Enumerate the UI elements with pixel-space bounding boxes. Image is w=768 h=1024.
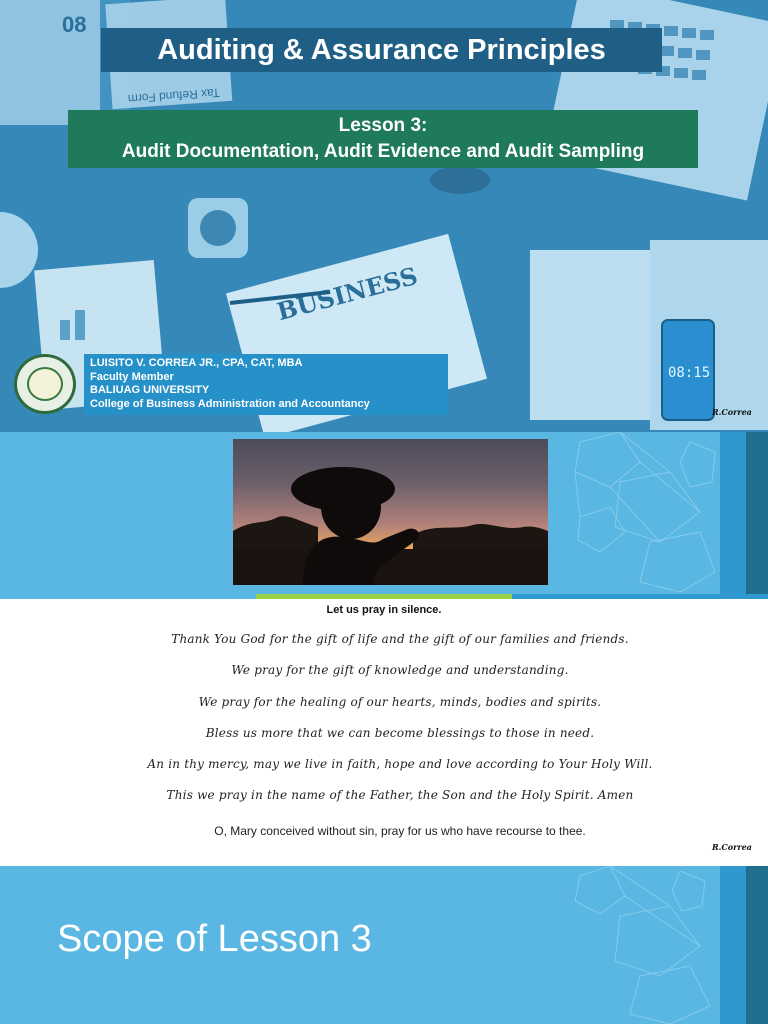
praying-child-silhouette-icon	[233, 439, 548, 585]
course-title: Auditing & Assurance Principles	[101, 28, 662, 72]
lesson-number: Lesson 3:	[338, 115, 428, 136]
author-role: Faculty Member	[90, 370, 174, 383]
prayer-line: We pray for the gift of knowledge and understanding.	[231, 663, 569, 677]
prayer-line: An in thy mercy, may we live in faith, hope and love according to Your Holy Will.	[147, 757, 653, 771]
plant-icon	[188, 198, 248, 258]
divider-stripe	[0, 594, 256, 599]
author-college: College of Business Administration and Accountancy	[90, 397, 370, 410]
accent-band-dark	[746, 866, 768, 1024]
slide-title: Scope of Lesson 3	[57, 918, 372, 960]
prayer-slide	[0, 432, 768, 864]
newspaper-headline: BUSINESS	[273, 260, 421, 327]
phone-clock: 08:15	[668, 365, 711, 381]
author-card	[84, 354, 448, 415]
prayer-line: Thank You God for the gift of life and the gift of our families and friends.	[171, 632, 629, 646]
signature: R.Correa	[712, 407, 752, 417]
accent-band	[720, 432, 746, 594]
phone-icon	[662, 320, 714, 420]
svg-text:08: 08	[62, 12, 87, 37]
author-name: LUISITO V. CORREA JR., CPA, CAT, MBA	[90, 357, 303, 369]
tax-form-label: Tax Refund Form	[127, 85, 221, 106]
title-slide	[0, 0, 768, 432]
author-university: BALIUAG UNIVERSITY	[90, 384, 210, 396]
prayer-line: This we pray in the name of the Father, the Son and the Holy Spirit. Amen	[166, 788, 634, 802]
accent-band	[720, 866, 746, 1024]
prayer-line: Bless us more that we can become blessings to those in need.	[205, 726, 595, 740]
paper-sheet-icon	[0, 0, 100, 125]
accent-band-dark	[746, 432, 768, 594]
prayer-line: We pray for the healing of our hearts, minds, bodies and spirits.	[198, 695, 602, 709]
signature: R.Correa	[712, 842, 752, 852]
university-seal-icon	[14, 354, 76, 414]
prayer-header-band	[0, 432, 768, 594]
divider-stripe	[512, 594, 768, 599]
coffee-cup-icon	[430, 166, 490, 194]
closing-prayer: O, Mary conceived without sin, pray for us who have recourse to thee.	[214, 824, 586, 838]
lesson-banner	[68, 110, 698, 168]
lesson-title: Audit Documentation, Audit Evidence and Audit Sampling	[121, 141, 645, 162]
prayer-heading: Let us pray in silence.	[326, 604, 442, 616]
divider-stripe	[256, 594, 512, 599]
scope-slide	[0, 866, 768, 1024]
